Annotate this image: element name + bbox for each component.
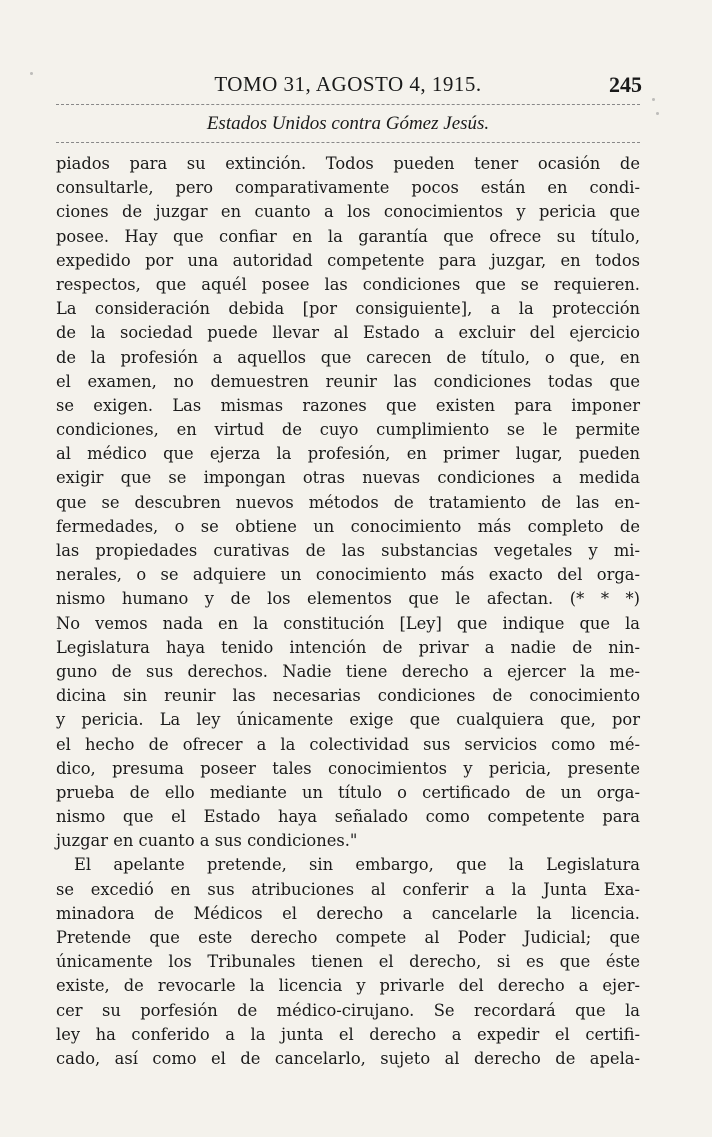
body-text [56,152,640,1071]
text-line: de la profesión a aquellos que carecen de título, o que, en [56,347,640,367]
text-line: nismo humano y de los elementos que le afectan. (* * *) [56,589,640,609]
text-line: fermedades, o se obtiene un conocimiento más completo de [56,516,640,536]
text-line: expedido por una autoridad competente para juzgar, en todos [56,250,640,270]
text-line: Legislatura haya tenido intención de privar a nadie de nin- [56,637,640,657]
text-line: cer su porfesión de médico-cirujano. Se recordará que la [56,1000,640,1020]
paper-speck [652,98,655,101]
text-line: cado, así como el de cancelarlo, sujeto al derecho de apela- [56,1048,640,1068]
text-line: se excedió en sus atribuciones al conferir a la Junta Exa- [56,879,640,899]
text-line: posee. Hay que confiar en la garantía que ofrece su título, [56,226,640,246]
case-title: Estados Unidos contra Gómez Jesús. [206,113,490,134]
text-line: Pretende que este derecho compete al Poder Judicial; que [56,928,640,947]
paper-speck [656,112,659,115]
text-line: ley ha conferido a la junta el derecho a expedir el certifi- [56,1024,640,1044]
text-line: el examen, no demuestren reunir las condiciones todas que [56,371,640,391]
text-line: piados para su extinción. Todos pueden tener ocasión de [56,154,640,173]
text-line: nerales, o se adquiere un conocimiento más exacto del orga- [56,565,640,585]
text-line: juzgar en cuanto a sus condiciones." [56,831,358,851]
text-line: No vemos nada en la constitución [Ley] que indique que la [56,613,640,633]
text-line: que se descubren nuevos métodos de tratamiento de las en- [56,492,640,512]
header-rule-bottom [56,142,640,143]
paper-speck [30,72,33,75]
text-line: minadora de Médicos el derecho a cancelarle la licencia. [56,903,640,923]
header-rule-top [56,104,640,105]
running-title: TOMO 31, AGOSTO 4, 1915. [214,72,482,96]
text-line: consultarle, pero comparativamente pocos están en condi- [56,178,640,198]
text-line: respectos, que aquél posee las condiciones que se requieren. [56,274,640,294]
text-line: prueba de ello mediante un título o certificado de un orga- [56,782,640,802]
text-line: nismo que el Estado haya señalado como competente para [56,807,640,827]
text-line: y pericia. La ley únicamente exige que cualquiera que, por [56,710,640,730]
text-line: de la sociedad puede llevar al Estado a excluir del ejercicio [56,323,640,343]
text-line: exigir que se impongan otras nuevas condiciones a medida [56,468,640,488]
text-line: las propiedades curativas de las substancias vegetales y mi- [56,541,640,560]
text-line: ciones de juzgar en cuanto a los conocimientos y pericia que [56,202,640,222]
text-line: al médico que ejerza la profesión, en primer lugar, pueden [56,444,640,464]
running-head [54,72,642,102]
text-line: se exigen. Las mismas razones que existen para imponer [56,395,640,415]
text-line: guno de sus derechos. Nadie tiene derecho a ejercer la me- [56,661,640,681]
page-number: 245 [609,72,642,97]
text-line: existe, de revocarle la licencia y privarle del derecho a ejer- [56,976,640,996]
text-line: el hecho de ofrecer a la colectividad sus servicios como mé- [56,734,640,754]
paragraph-start-line: El apelante pretende, sin embargo, que la Legislatura [74,855,640,875]
text-line: La consideración debida [por consiguiente], a la protección [56,299,640,319]
text-line: condiciones, en virtud de cuyo cumplimiento se le permite [56,420,640,440]
text-line: dico, presuma poseer tales conocimientos y pericia, presente [56,758,640,778]
text-line: únicamente los Tribunales tienen el derecho, si es que éste [56,952,640,972]
text-line: dicina sin reunir las necesarias condiciones de conocimiento [56,686,640,706]
